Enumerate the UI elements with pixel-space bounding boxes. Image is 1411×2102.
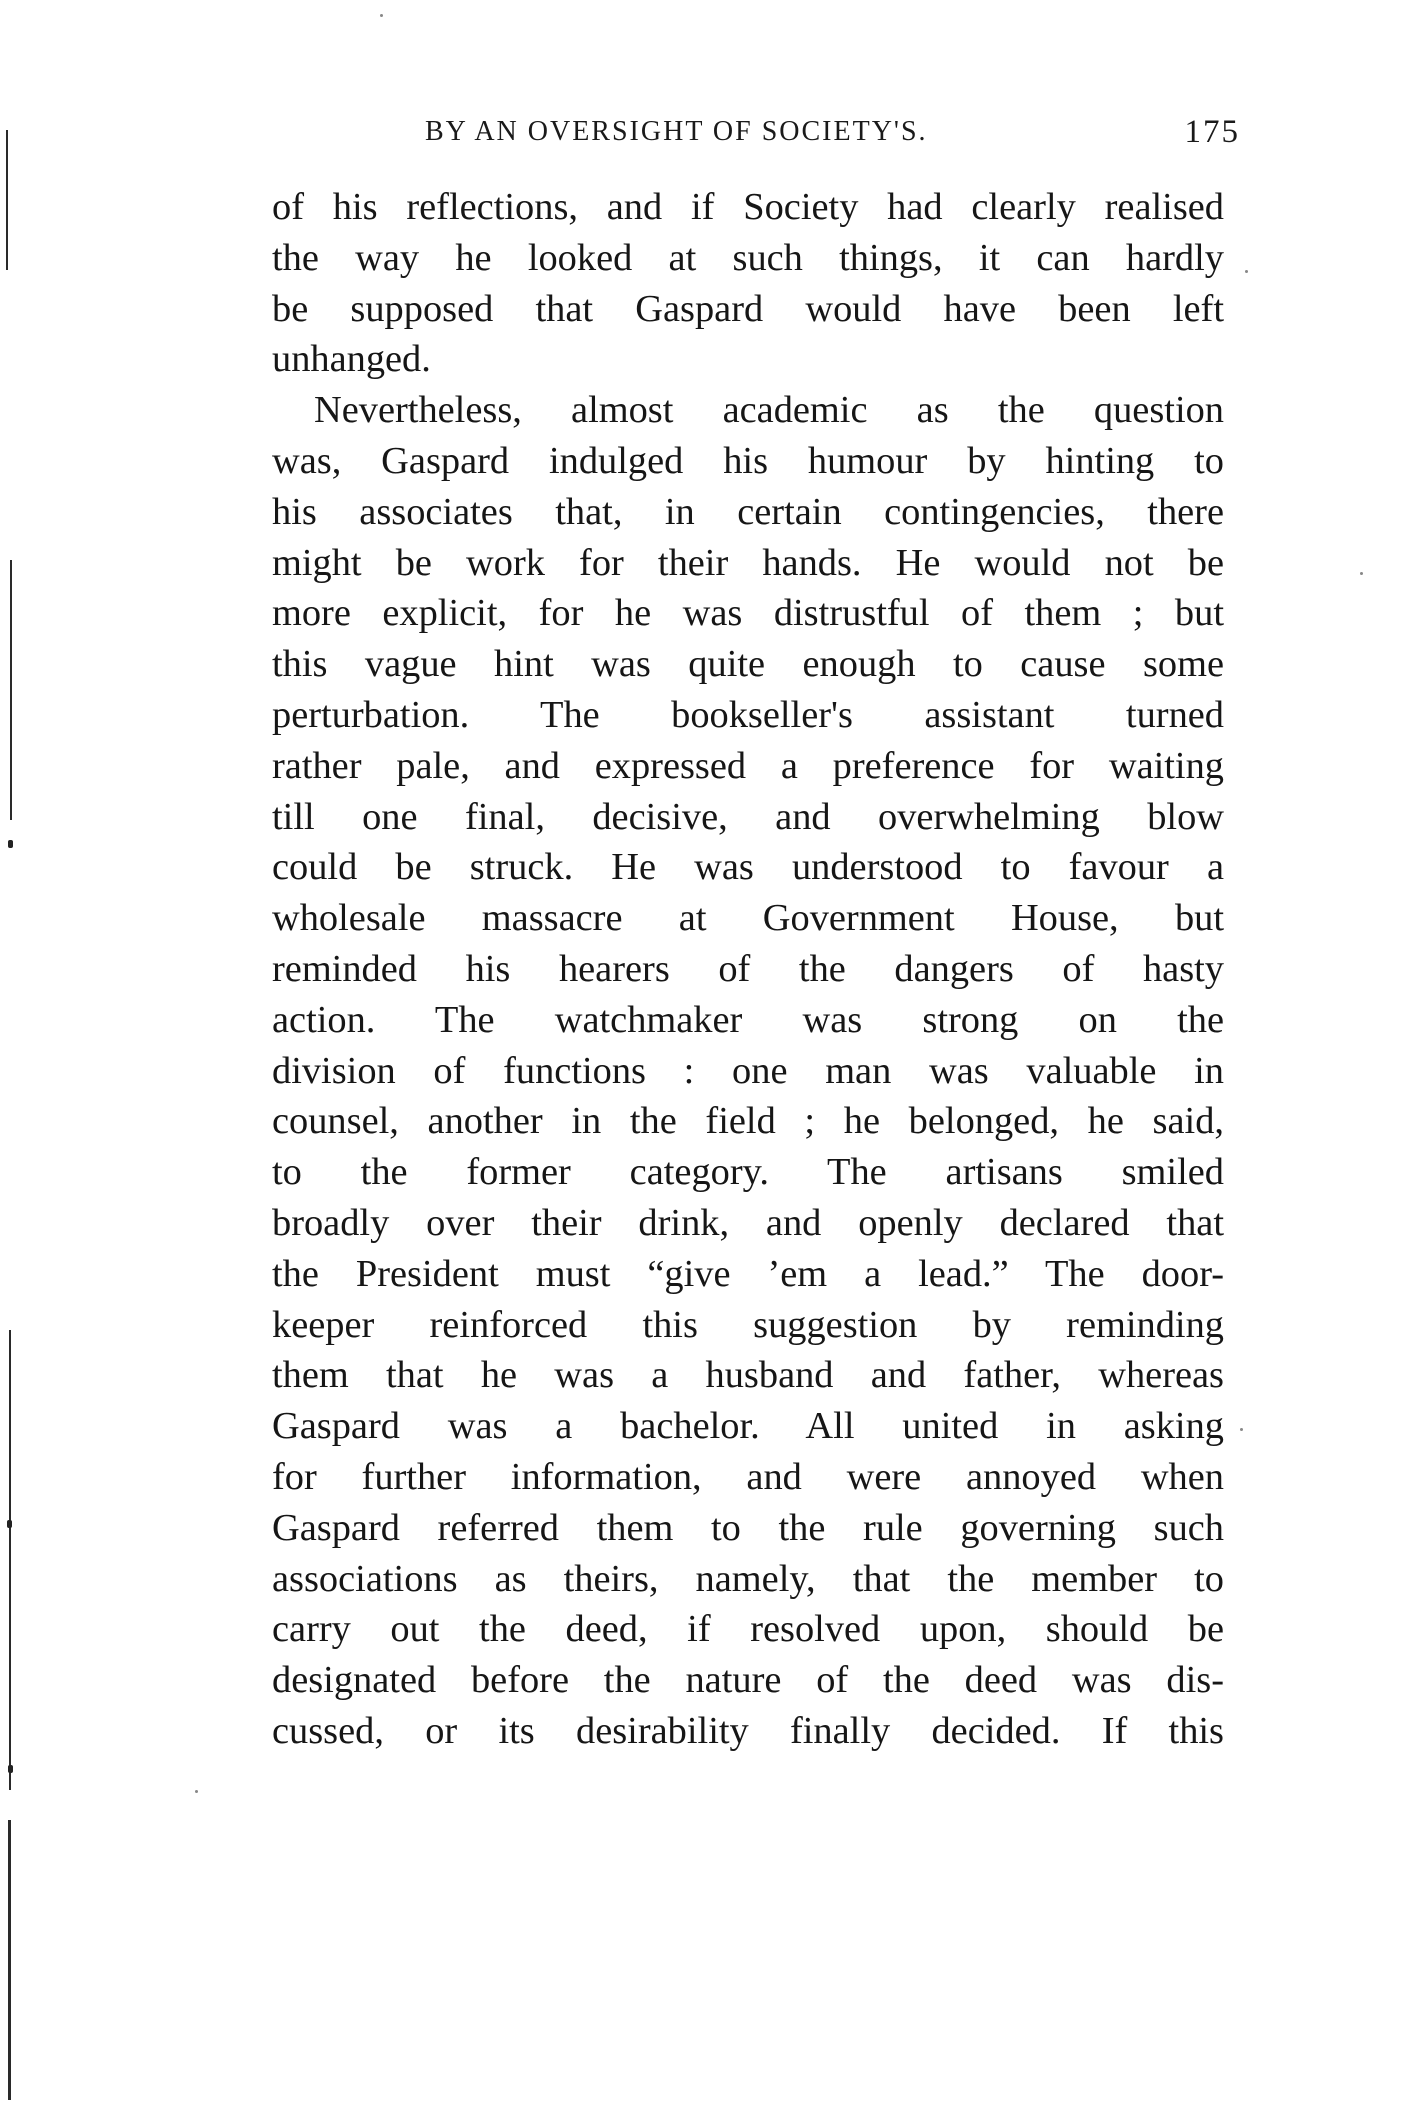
text-line: action. The watchmaker was strong on the xyxy=(272,998,1224,1041)
binding-mark xyxy=(9,1330,11,1790)
binding-mark xyxy=(6,130,8,270)
text-line: Gaspard referred them to the rule governing such xyxy=(272,1506,1224,1549)
page-number: 175 xyxy=(1184,114,1240,150)
text-line: more explicit, for he was distrustful of them ; but xyxy=(272,592,1224,635)
running-title: BY AN OVERSIGHT OF SOCIETY'S. xyxy=(425,116,928,147)
text-line: Nevertheless, almost academic as the question xyxy=(314,389,1224,432)
scan-speck xyxy=(1245,270,1248,273)
binding-dot xyxy=(8,840,13,848)
text-line: carry out the deed, if resolved upon, should be xyxy=(272,1608,1224,1651)
text-line: keeper reinforced this suggestion by reminding xyxy=(272,1303,1224,1346)
text-line: was, Gaspard indulged his humour by hinting to xyxy=(272,439,1224,482)
text-line: the President must “give ’em a lead.” The door- xyxy=(272,1252,1224,1295)
text-line: be supposed that Gaspard would have been left xyxy=(272,287,1224,330)
text-line: till one final, decisive, and overwhelming blow xyxy=(272,795,1224,838)
text-line: them that he was a husband and father, whereas xyxy=(272,1354,1224,1397)
text-line: Gaspard was a bachelor. All united in asking xyxy=(272,1405,1224,1448)
text-line: his associates that, in certain contingencies, there xyxy=(272,490,1224,533)
text-line: rather pale, and expressed a preference for waiting xyxy=(272,744,1224,787)
text-line: could be struck. He was understood to favour a xyxy=(272,846,1224,889)
scan-speck xyxy=(1360,572,1363,575)
text-line: the way he looked at such things, it can hardly xyxy=(272,236,1224,279)
text-line: of his reflections, and if Society had clearly realised xyxy=(272,186,1224,228)
binding-dot xyxy=(8,1765,13,1773)
text-line: for further information, and were annoyed when xyxy=(272,1455,1224,1498)
text-line: associations as theirs, namely, that the member to xyxy=(272,1557,1224,1600)
scan-speck xyxy=(1240,1428,1243,1431)
text-line: might be work for their hands. He would not be xyxy=(272,541,1224,584)
body-text xyxy=(272,182,1224,1757)
text-line: perturbation. The bookseller's assistant turned xyxy=(272,693,1224,736)
running-head xyxy=(275,116,1240,156)
text-line: wholesale massacre at Government House, but xyxy=(272,897,1224,940)
binding-mark xyxy=(8,1820,11,2100)
paragraph xyxy=(272,182,1224,385)
binding-mark xyxy=(10,560,12,820)
scan-speck xyxy=(380,14,383,17)
text-line: reminded his hearers of the dangers of hasty xyxy=(272,947,1224,990)
scan-speck xyxy=(195,1790,198,1793)
text-line: counsel, another in the field ; he belonged, he said, xyxy=(272,1100,1224,1143)
text-line: designated before the nature of the deed was dis- xyxy=(272,1659,1224,1702)
paragraph xyxy=(272,385,1224,1757)
text-line: division of functions : one man was valuable in xyxy=(272,1049,1224,1092)
text-line: to the former category. The artisans smiled xyxy=(272,1151,1224,1194)
text-line: cussed, or its desirability finally decided. If this xyxy=(272,1709,1224,1752)
binding-dot xyxy=(7,1520,12,1528)
text-line: broadly over their drink, and openly declared that xyxy=(272,1201,1224,1244)
text-line: this vague hint was quite enough to cause some xyxy=(272,643,1224,686)
text-line: unhanged. xyxy=(272,338,431,381)
